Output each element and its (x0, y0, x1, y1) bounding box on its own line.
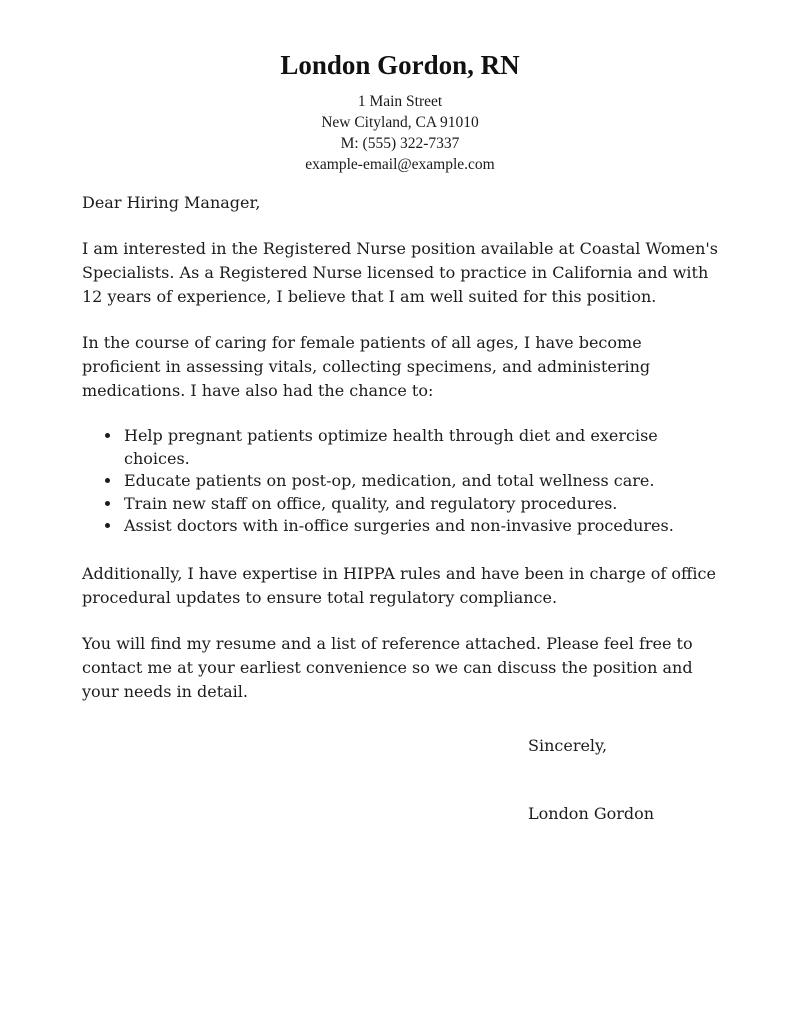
paragraph-experience: In the course of caring for female patients of all ages, I have become proficient in assessing vitals, collecting specimens, and administering medications. I have also had the chance to: (82, 333, 651, 401)
sender-phone: M: (555) 322-7337 (340, 135, 460, 153)
bullet-item: • Educate patients on post-op, medication, and total wellness care. (122, 470, 718, 493)
signature-name: London Gordon (528, 803, 655, 823)
sender-address-city: New Cityland, CA 91010 (321, 114, 479, 132)
paragraph-intro: I am interested in the Registered Nurse position available at Coastal Women's Specialists. As a Registered Nurse licensed to practice in California and with 12 years of experience, I believe that I am well suited for this position. (82, 239, 718, 307)
bullet-item: • Train new staff on office, quality, and regulatory procedures. (122, 493, 718, 516)
closing-salutation: Sincerely, (528, 735, 608, 755)
salutation: Dear Hiring Manager, (82, 193, 261, 213)
skills-bullet-list (82, 425, 718, 538)
sender-email: example-email@example.com (305, 156, 495, 174)
letter-body (82, 191, 718, 826)
closing-block (528, 734, 718, 826)
paragraph-expertise: Additionally, I have expertise in HIPPA rules and have been in charge of office procedural updates to ensure total regulatory compliance. (82, 563, 716, 607)
bullet-item: • Help pregnant patients optimize health through diet and exercise choices. (122, 425, 718, 470)
letter-header (82, 50, 718, 175)
bullet-item: • Assist doctors with in-office surgeries and non-invasive procedures. (122, 515, 718, 538)
paragraph-contact: You will find my resume and a list of reference attached. Please feel free to contact me at your earliest convenience so we can discuss the position and your needs in detail. (82, 633, 693, 701)
sender-address-street: 1 Main Street (357, 93, 443, 111)
sender-name: London Gordon, RN (280, 50, 520, 80)
